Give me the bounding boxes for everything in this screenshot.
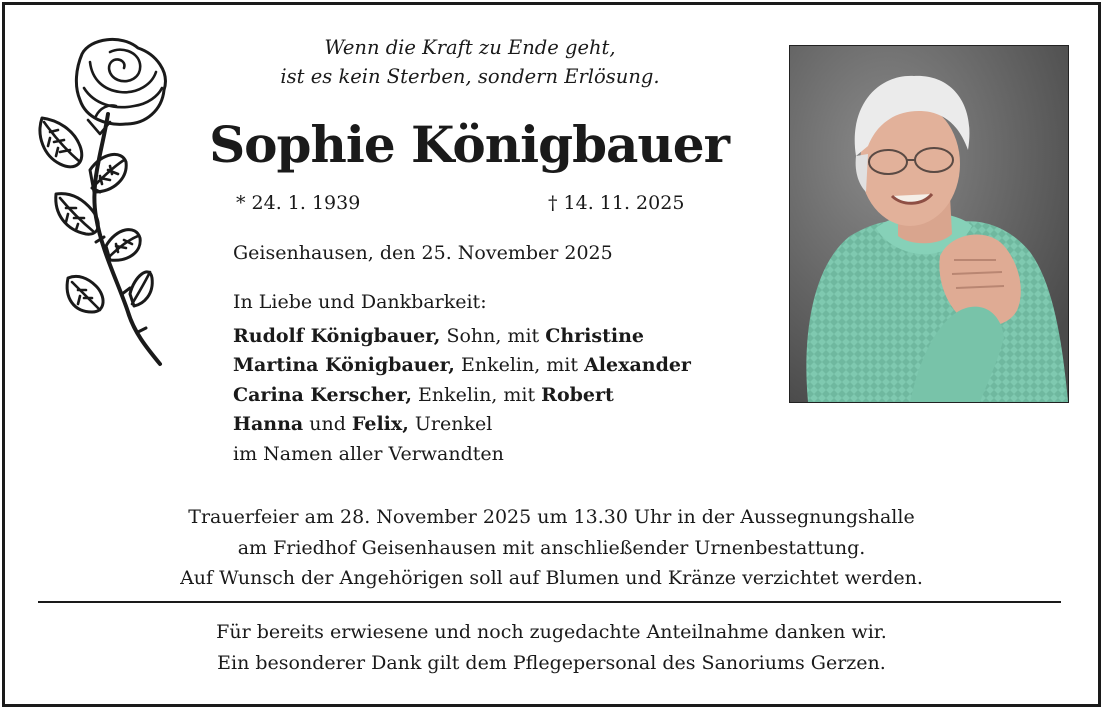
mourner-row: [233, 351, 793, 381]
thanks-line-1: Für bereits erwiesene und noch zugedachte Anteilnahme danken wir.: [216, 621, 887, 643]
birth-date: * 24. 1. 1939: [236, 192, 361, 214]
mourner-row: [233, 381, 793, 411]
mourner-name: Carina Kerscher,: [233, 383, 413, 406]
death-date: † 14. 11. 2025: [548, 192, 685, 214]
mourner-relation: Enkelin, mit: [454, 354, 585, 376]
mourner-name: Rudolf Königbauer,: [233, 324, 441, 347]
mourner-partner: Alexander: [584, 354, 691, 376]
mourner-partner: Christine: [545, 324, 644, 347]
divider: [38, 601, 1061, 603]
funeral-line-3: Auf Wunsch der Angehörigen soll auf Blumen und Kränze verzichtet werden.: [180, 567, 923, 589]
mourner-partner: Felix,: [351, 413, 409, 435]
mourner-row: [233, 410, 793, 440]
mourner-row: [233, 322, 793, 352]
mourner-name: Martina Königbauer,: [233, 354, 455, 376]
mourners-intro: In Liebe und Dankbarkeit:: [233, 291, 487, 313]
quote-line-1: Wenn die Kraft zu Ende geht,: [324, 36, 616, 59]
deceased-name: Sophie Königbauer: [209, 115, 729, 174]
place-date: Geisenhausen, den 25. November 2025: [233, 242, 613, 264]
mourners-list: [233, 288, 793, 469]
mourner-partner: Robert: [541, 383, 614, 406]
funeral-line-1: Trauerfeier am 28. November 2025 um 13.30 Uhr in der Aussegnungshalle: [188, 506, 915, 528]
mourner-relation: und: [303, 413, 352, 435]
thanks-note: [30, 617, 1073, 678]
portrait-photo: [789, 45, 1069, 403]
funeral-info: [30, 502, 1073, 594]
quote: [180, 33, 760, 91]
quote-line-2: ist es kein Sterben, sondern Erlösung.: [280, 65, 660, 88]
mourner-tail: Urenkel: [408, 413, 493, 435]
mourner-relation: Sohn, mit: [440, 324, 546, 347]
mourner-relation: Enkelin, mit: [412, 383, 542, 406]
mourner-name: Hanna: [233, 413, 304, 435]
thanks-line-2: Ein besonderer Dank gilt dem Pflegepersonal des Sanoriums Gerzen.: [217, 651, 886, 674]
rose-icon: [30, 32, 180, 372]
mourners-closing: im Namen aller Verwandten: [233, 442, 504, 465]
funeral-line-2: am Friedhof Geisenhausen mit anschließender Urnenbestattung.: [237, 536, 866, 559]
